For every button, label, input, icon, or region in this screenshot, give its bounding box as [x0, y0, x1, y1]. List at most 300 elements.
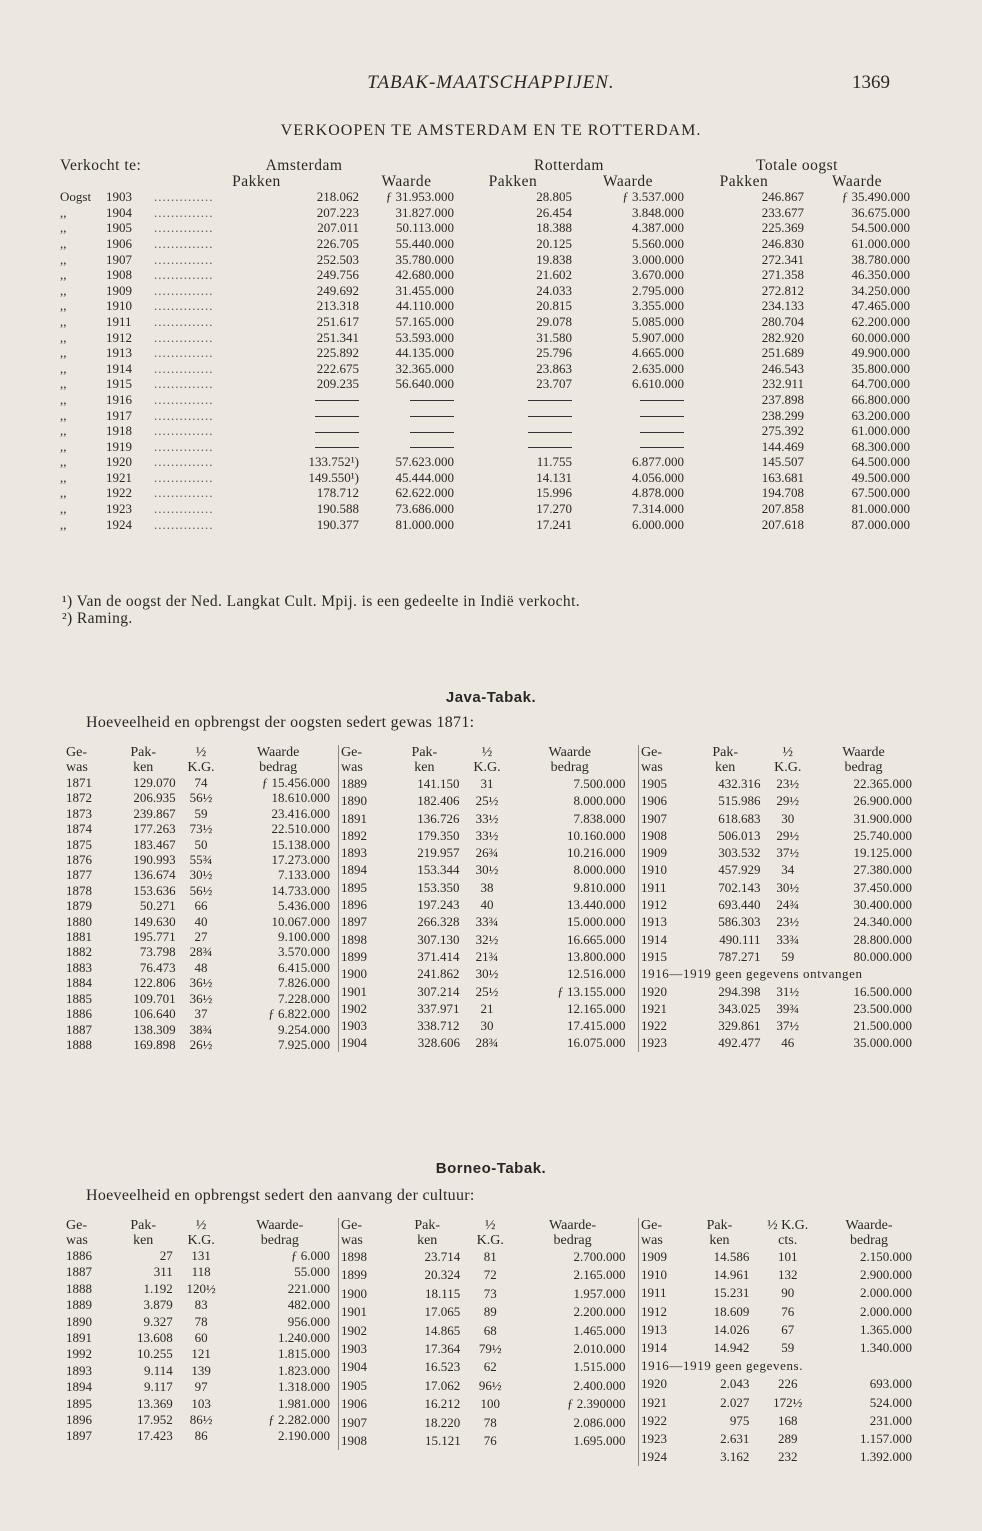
pakken-cell: 17.364 — [424, 1341, 461, 1357]
borneo-table-col1 — [64, 1218, 332, 1445]
rotterdam-waarde: 3.848.000 — [632, 204, 684, 220]
table-row — [339, 1322, 628, 1340]
borneo-intro: Hoeveelheid en opbrengst sedert den aanvang der cultuur: — [86, 1187, 475, 1204]
subheader-pakken: Pakken — [232, 172, 281, 190]
year-cell: 1889 — [66, 1297, 92, 1313]
price-cell: 232 — [777, 1449, 798, 1465]
row-year: 1913 — [106, 345, 132, 361]
rotterdam-pakken: 26.454 — [536, 204, 572, 220]
waarde-cell: ƒ 2.282.000 — [268, 1412, 330, 1428]
price-cell: 56½ — [189, 790, 213, 806]
waarde-cell: 18.610.000 — [271, 790, 330, 806]
subheader-pakken: Pakken — [719, 172, 769, 190]
waarde-cell: 13.440.000 — [567, 897, 626, 913]
price-cell: 30½ — [475, 862, 499, 878]
dash-rule — [528, 447, 572, 448]
table-row — [639, 792, 915, 809]
amsterdam-pakken: 207.223 — [316, 204, 359, 220]
totaal-waarde: 34.250.000 — [851, 282, 910, 298]
dash-rule — [640, 400, 684, 401]
amsterdam-pakken: 251.617 — [316, 313, 359, 329]
price-cell: 40 — [194, 913, 208, 929]
pakken-cell: 195.771 — [133, 929, 176, 945]
table-row — [639, 896, 915, 913]
pakken-cell: 109.701 — [133, 990, 176, 1006]
leader-dots: .............. — [154, 189, 214, 205]
waarde-cell: 1.365.000 — [860, 1321, 912, 1337]
table-row — [64, 852, 332, 867]
waarde-cell: 16.500.000 — [853, 983, 912, 999]
leader-dots: .............. — [154, 360, 214, 376]
table-row — [339, 775, 628, 792]
pakken-cell: 122.806 — [133, 975, 176, 991]
year-cell: 1892 — [341, 827, 367, 843]
table-row — [339, 1248, 628, 1266]
waarde-cell: 13.800.000 — [567, 948, 626, 964]
price-cell: 25½ — [475, 983, 499, 999]
year-cell: 1907 — [341, 1414, 367, 1430]
amsterdam-waarde: 55.440.000 — [395, 235, 454, 251]
totaal-waarde: 35.800.000 — [851, 360, 910, 376]
pakken-cell: 239.867 — [133, 805, 176, 821]
year-cell: 1875 — [66, 836, 92, 852]
year-cell: 1912 — [641, 1303, 667, 1319]
rotterdam-pakken: 21.602 — [536, 267, 572, 283]
price-cell: 101 — [777, 1249, 798, 1264]
price-cell: 100 — [480, 1396, 500, 1412]
year-cell: 1901 — [341, 1304, 367, 1320]
row-label: ,, — [60, 345, 67, 361]
column-header: Ge- — [66, 1218, 87, 1233]
pakken-cell: 975 — [729, 1412, 750, 1428]
amsterdam-pakken: 252.503 — [316, 251, 359, 267]
waarde-cell: 2.010.000 — [573, 1341, 626, 1357]
pakken-cell: 182.406 — [417, 793, 460, 809]
column-header: Pak- — [706, 1218, 733, 1233]
table-row — [60, 298, 910, 314]
pakken-cell: 787.271 — [718, 948, 761, 964]
row-year: 1923 — [106, 501, 132, 517]
year-cell: 1885 — [66, 990, 92, 1006]
totaal-pakken: 271.358 — [761, 267, 804, 283]
row-year: 1914 — [106, 360, 132, 376]
year-cell: 1904 — [341, 1359, 367, 1375]
rotterdam-pakken — [454, 423, 572, 439]
table-row — [60, 220, 910, 236]
rotterdam-pakken — [454, 408, 572, 424]
waarde-cell: 1.392.000 — [860, 1449, 912, 1465]
year-cell: 1888 — [66, 1036, 92, 1052]
column-header: K.G. — [473, 760, 501, 775]
year-cell: 1873 — [66, 805, 92, 821]
rotterdam-waarde: 6.610.000 — [632, 376, 684, 392]
pakken-cell: 371.414 — [417, 948, 460, 964]
column-header: bedrag — [260, 1233, 299, 1248]
waarde-cell: 23.416.000 — [271, 805, 330, 821]
rotterdam-waarde: 6.877.000 — [632, 454, 684, 470]
price-cell: 76 — [781, 1303, 795, 1319]
rotterdam-waarde: 4.387.000 — [632, 220, 684, 236]
price-cell: 96½ — [478, 1377, 502, 1393]
row-year: 1906 — [106, 235, 132, 251]
price-cell: 23½ — [776, 776, 800, 791]
table-row — [60, 454, 910, 470]
rotterdam-pakken: 29.078 — [536, 313, 572, 329]
table-row — [339, 1285, 628, 1303]
amsterdam-waarde: 31.827.000 — [395, 204, 454, 220]
column-header: bedrag — [849, 1233, 889, 1248]
pakken-cell: 169.898 — [133, 1036, 176, 1052]
row-year: 1908 — [106, 267, 132, 283]
row-year: 1920 — [106, 454, 132, 470]
table-row — [639, 965, 915, 982]
table-row — [64, 1428, 332, 1444]
amsterdam-waarde: 57.165.000 — [395, 313, 454, 329]
waarde-cell: 8.000.000 — [573, 862, 626, 878]
pakken-cell: 20.324 — [424, 1267, 461, 1283]
table-row — [339, 1303, 628, 1321]
price-cell: 37 — [194, 1006, 208, 1022]
header-row — [64, 1233, 332, 1248]
totaal-pakken: 233.677 — [761, 204, 804, 220]
waarde-cell: 221.000 — [287, 1280, 330, 1296]
rotterdam-waarde — [572, 423, 684, 439]
column-header: Waarde- — [256, 1218, 304, 1233]
waarde-cell: 1.157.000 — [860, 1431, 912, 1447]
java-title: Java-Tabak. — [445, 689, 537, 706]
column-header: ½ K.G. — [767, 1218, 809, 1233]
year-cell: 1878 — [66, 882, 92, 898]
pakken-cell: 13.608 — [137, 1330, 173, 1346]
leader-dots: .............. — [154, 298, 214, 314]
pakken-cell: 702.143 — [718, 879, 761, 895]
dash-rule — [410, 400, 454, 401]
totaal-waarde: 61.000.000 — [851, 235, 910, 251]
header-row — [639, 760, 915, 775]
rotterdam-pakken: 28.805 — [536, 189, 572, 205]
totaal-waarde: 81.000.000 — [851, 501, 910, 517]
price-cell: 32½ — [475, 931, 499, 947]
table-row — [339, 983, 628, 1000]
totaal-waarde: 62.200.000 — [851, 313, 910, 329]
totaal-waarde: 49.500.000 — [851, 469, 910, 485]
pakken-cell: 179.350 — [417, 827, 460, 843]
pakken-cell: 149.630 — [133, 913, 176, 929]
pakken-cell: 76.473 — [139, 959, 176, 975]
price-cell: 81 — [483, 1249, 497, 1264]
price-cell: 118 — [191, 1264, 211, 1280]
table-row — [60, 485, 910, 501]
table-row — [64, 929, 332, 944]
amsterdam-pakken: 149.550¹) — [308, 469, 359, 485]
amsterdam-waarde: 44.110.000 — [395, 298, 454, 314]
waarde-cell: 1.240.000 — [278, 1330, 330, 1346]
table-row — [64, 1379, 332, 1395]
row-label: ,, — [60, 235, 67, 251]
pakken-cell: 23.714 — [424, 1249, 461, 1264]
amsterdam-waarde: 35.780.000 — [395, 251, 454, 267]
waarde-cell: 12.516.000 — [567, 966, 626, 982]
pakken-cell: 153.350 — [417, 879, 460, 895]
rotterdam-pakken: 23.863 — [536, 360, 572, 376]
amsterdam-pakken: 178.712 — [316, 485, 359, 501]
rotterdam-waarde: 5.907.000 — [632, 329, 684, 345]
waarde-cell: 1.340.000 — [860, 1340, 912, 1356]
row-year: 1916 — [106, 391, 132, 407]
header-row — [639, 1218, 915, 1233]
table-row — [64, 1248, 332, 1264]
leader-dots: .............. — [154, 423, 214, 439]
column-header: bedrag — [844, 760, 883, 775]
totaal-pakken: 163.681 — [761, 469, 804, 485]
table-row — [64, 837, 332, 852]
table-row — [64, 1037, 332, 1052]
totaal-pakken: 246.867 — [761, 189, 804, 205]
rotterdam-pakken: 20.125 — [536, 235, 572, 251]
borneo-table-col3 — [638, 1218, 914, 1466]
year-cell: 1992 — [66, 1346, 92, 1362]
year-cell: 1915 — [641, 948, 667, 964]
table-row — [64, 867, 332, 882]
row-year: 1907 — [106, 251, 132, 267]
row-year: 1921 — [106, 469, 132, 485]
waarde-cell: 7.838.000 — [573, 810, 626, 826]
subheader-waarde: Waarde — [381, 172, 432, 190]
price-cell: 78 — [194, 1313, 208, 1329]
page-number: 1369 — [852, 72, 890, 93]
column-header: ½ — [195, 745, 207, 760]
amsterdam-waarde — [359, 439, 454, 455]
header-row — [339, 745, 628, 760]
column-header: K.G. — [774, 760, 802, 775]
column-header: ½ — [481, 745, 493, 760]
price-cell: 73½ — [189, 821, 213, 837]
table-row — [639, 1375, 915, 1393]
totaal-pakken: 251.689 — [761, 345, 804, 361]
borneo-table-col2 — [338, 1218, 628, 1450]
waarde-cell: 1.695.000 — [573, 1433, 626, 1449]
rotterdam-pakken: 24.033 — [536, 282, 572, 298]
column-header: ½ — [484, 1218, 496, 1233]
row-label: ,, — [60, 501, 67, 517]
column-header: was — [66, 1233, 88, 1248]
price-cell: 48 — [194, 959, 208, 975]
row-label: ,, — [60, 469, 67, 485]
year-cell: 1881 — [66, 929, 92, 945]
group-rotterdam: Rotterdam — [534, 157, 604, 174]
row-label: ,, — [60, 391, 67, 407]
price-cell: 62 — [483, 1359, 497, 1375]
pakken-cell: 17.423 — [137, 1428, 173, 1444]
price-cell: 79½ — [478, 1341, 502, 1357]
rotterdam-pakken: 31.580 — [536, 329, 572, 345]
pakken-cell: 141.150 — [417, 776, 460, 791]
leader-dots: .............. — [154, 204, 214, 220]
pakken-cell: 14.586 — [713, 1249, 750, 1264]
rotterdam-pakken: 20.815 — [536, 298, 572, 314]
totaal-pakken: 246.830 — [761, 235, 804, 251]
row-label: ,, — [60, 454, 67, 470]
waarde-cell: 7.925.000 — [278, 1036, 330, 1052]
amsterdam-waarde: 81.000.000 — [395, 516, 454, 532]
price-cell: 66 — [194, 898, 208, 914]
table-row — [639, 1339, 915, 1357]
table-row — [639, 1000, 915, 1017]
totaal-waarde: ƒ 35.490.000 — [841, 189, 910, 205]
year-cell: 1899 — [341, 1267, 367, 1283]
pakken-cell: 2.027 — [720, 1394, 750, 1410]
column-header: bedrag — [550, 760, 589, 775]
rotterdam-waarde: 4.056.000 — [632, 469, 684, 485]
price-cell: 36½ — [189, 990, 213, 1006]
year-cell: 1890 — [66, 1313, 92, 1329]
table-row — [339, 861, 628, 878]
totaal-waarde: 38.780.000 — [851, 251, 910, 267]
column-header: K.G. — [476, 1233, 504, 1248]
table-row — [639, 844, 915, 861]
column-header: Ge- — [641, 745, 662, 760]
pakken-cell: 492.477 — [718, 1035, 761, 1051]
amsterdam-pakken — [242, 408, 359, 424]
header-row — [64, 1218, 332, 1233]
price-cell: 33¾ — [776, 931, 800, 947]
waarde-cell: 1.981.000 — [278, 1395, 330, 1411]
year-cell: 1882 — [66, 944, 92, 960]
waarde-cell: 9.810.000 — [573, 879, 626, 895]
table-row — [639, 775, 915, 792]
table-row — [60, 345, 910, 361]
table-row — [64, 775, 332, 790]
pakken-cell: 206.935 — [133, 790, 176, 806]
year-cell: 1884 — [66, 975, 92, 991]
amsterdam-pakken: 190.588 — [316, 501, 359, 517]
row-year: 1903 — [106, 189, 132, 205]
column-header: Pak- — [130, 745, 157, 760]
row-label: ,, — [60, 313, 67, 329]
leader-dots: .............. — [154, 501, 214, 517]
row-year: 1910 — [106, 298, 132, 314]
rotterdam-waarde: 2.795.000 — [632, 282, 684, 298]
waarde-cell: 37.450.000 — [853, 879, 912, 895]
pakken-cell: 177.263 — [133, 821, 176, 837]
rotterdam-waarde: 6.000.000 — [632, 516, 684, 532]
price-cell: 73 — [483, 1285, 497, 1301]
pakken-cell: 27 — [159, 1248, 173, 1263]
table-row — [639, 1430, 915, 1448]
pakken-cell: 50.271 — [139, 898, 176, 914]
totaal-pakken: 145.507 — [761, 454, 804, 470]
waarde-cell: 10.160.000 — [567, 827, 626, 843]
header-row — [639, 1233, 915, 1248]
year-cell: 1920 — [641, 983, 667, 999]
price-cell: 72 — [483, 1267, 497, 1283]
table-row — [639, 913, 915, 930]
year-cell: 1893 — [341, 845, 367, 861]
leader-dots: .............. — [154, 516, 214, 532]
row-year: 1919 — [106, 438, 132, 454]
totaal-pakken: 144.469 — [761, 438, 804, 454]
year-cell: 1908 — [341, 1433, 367, 1449]
column-header: cts. — [778, 1233, 798, 1248]
totaal-pakken: 194.708 — [761, 485, 804, 501]
column-header: Waarde- — [845, 1218, 893, 1233]
year-cell: 1914 — [641, 931, 667, 947]
header-row — [339, 1233, 628, 1248]
table-row — [339, 1377, 628, 1395]
subheader-waarde: Waarde — [603, 172, 653, 190]
table-row — [339, 1266, 628, 1284]
dash-rule — [315, 416, 359, 417]
price-cell: 74 — [194, 775, 208, 790]
table-row — [639, 810, 915, 827]
waarde-cell: ƒ 6.822.000 — [268, 1006, 330, 1022]
price-cell: 36½ — [189, 975, 213, 991]
table-row — [639, 983, 915, 1000]
pakken-cell: 190.993 — [133, 852, 176, 868]
waarde-cell: 1.815.000 — [278, 1346, 330, 1362]
price-cell: 56½ — [189, 882, 213, 898]
table-row — [339, 965, 628, 982]
row-label: Oogst — [60, 189, 92, 205]
price-cell: 131 — [191, 1248, 211, 1263]
rotterdam-waarde: 3.355.000 — [632, 298, 684, 314]
pakken-cell: 241.862 — [417, 966, 460, 982]
pakken-cell: 17.062 — [424, 1377, 461, 1393]
pakken-cell: 18.609 — [713, 1303, 750, 1319]
waarde-cell: ƒ 15.456.000 — [261, 775, 330, 790]
amsterdam-pakken: 207.011 — [317, 220, 359, 236]
waarde-cell: 524.000 — [869, 1394, 912, 1410]
row-year: 1922 — [106, 485, 132, 501]
amsterdam-pakken: 133.752¹) — [308, 454, 359, 470]
waarde-cell: 2.000.000 — [860, 1303, 912, 1319]
price-cell: 37½ — [776, 845, 800, 861]
footnotes — [62, 593, 580, 627]
waarde-cell: 9.254.000 — [278, 1021, 330, 1037]
year-cell: 1897 — [66, 1428, 92, 1444]
pakken-cell: 328.606 — [417, 1035, 461, 1051]
amsterdam-waarde — [359, 392, 454, 408]
row-year: 1904 — [106, 204, 132, 220]
year-cell: 1921 — [641, 1000, 667, 1016]
price-cell: 30 — [781, 810, 795, 826]
table-row — [339, 1358, 628, 1376]
pakken-cell: 9.117 — [143, 1379, 173, 1395]
table-row — [64, 975, 332, 990]
waarde-cell: 1.823.000 — [278, 1362, 330, 1378]
price-cell: 226 — [777, 1376, 798, 1392]
year-cell: 1911 — [641, 879, 667, 895]
dash-rule — [640, 447, 684, 448]
year-cell: 1903 — [341, 1018, 367, 1034]
totaal-pakken: 207.858 — [761, 501, 804, 517]
waarde-cell: 6.415.000 — [278, 959, 330, 975]
price-cell: 89 — [483, 1304, 497, 1320]
dash-rule — [315, 447, 359, 448]
year-cell: 1889 — [341, 776, 367, 791]
pakken-cell: 17.952 — [137, 1412, 173, 1428]
year-cell: 1921 — [641, 1394, 667, 1410]
year-cell: 1909 — [641, 1249, 667, 1264]
pakken-cell: 153.636 — [133, 882, 176, 898]
table-row — [60, 376, 910, 392]
amsterdam-pakken: 249.756 — [316, 267, 359, 283]
pakken-cell: 16.523 — [424, 1359, 461, 1375]
waarde-cell: 231.000 — [869, 1412, 912, 1428]
table-row — [339, 1414, 628, 1432]
table-row — [639, 861, 915, 878]
price-cell: 21¾ — [475, 948, 499, 964]
